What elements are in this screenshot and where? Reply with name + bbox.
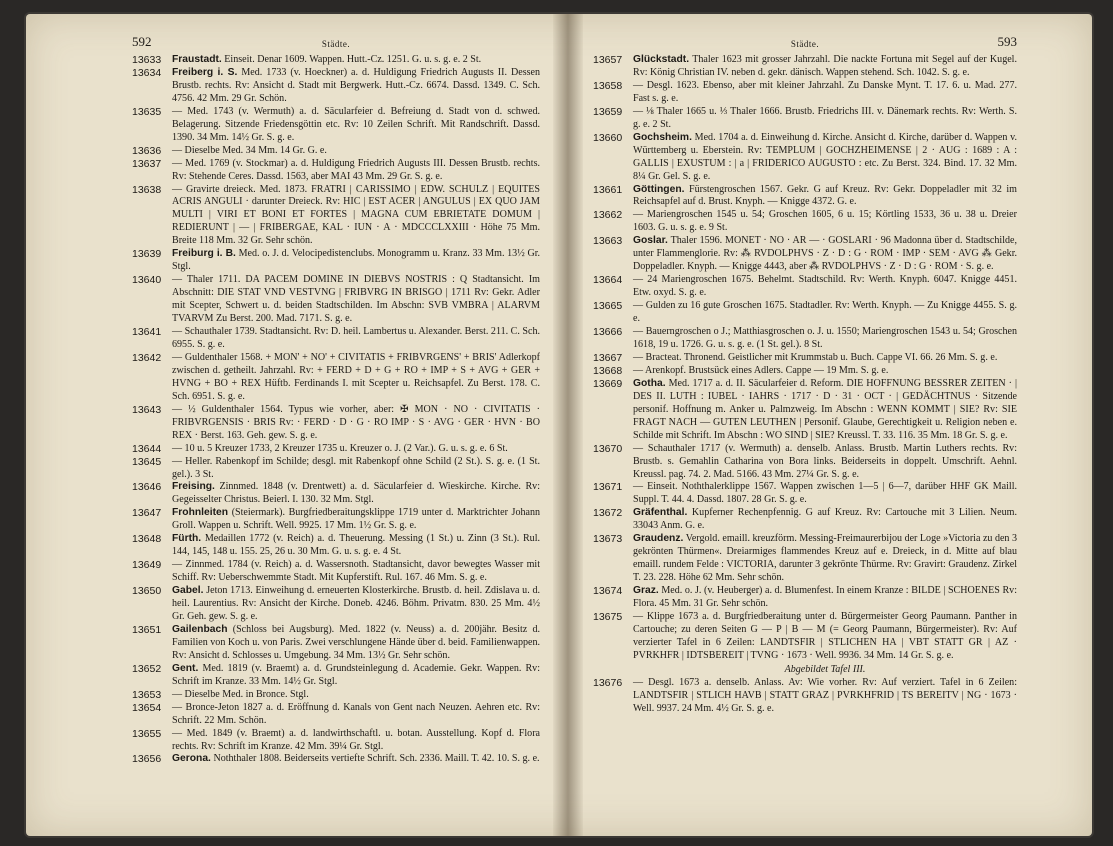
lot-number: 13636 [132, 144, 162, 157]
lot-number: 13669 [593, 377, 623, 390]
lot-number: 13657 [593, 54, 623, 66]
entry-description: Fürstengroschen 1567. Gekr. G auf Kreuz. Rv: Gekr. Doppeladler mit 32 im Reichsapfel auf d. Brust. Knyph. — Knigge 4372. G. e. [633, 183, 1017, 208]
catalogue-entry [132, 67, 540, 106]
entry-description: Medaillen 1772 (v. Reich) a. d. Theuerung. Messing (1 St.) u. Zinn (3 St.). Rul. 144, 145, 148 u. 155. 25, 26 u. 30 Mm. G. u. s. g. e. 4 St. [172, 533, 540, 558]
entry-description: — Klippe 1673 a. d. Burgfriedberaitung unter d. Bürgermeister Georg Paumann. Panther in Cartouche; zu deren Seiten G — P | B — M (= Georg Paumann, Bürgermeister). Rv: Auf verzierter Tafel in 6 Zeilen: LANDTSFIR | STLICHEN HA | VBT STATT GR | AZ · PVRKHFR | IDTSBEREIT | TVNG · 1673 · Well. 9936. 34 Mm. 14 Gr. S. g. e. [633, 610, 1017, 661]
catalogue-entry [593, 507, 1017, 533]
right-page-number: 593 [997, 34, 1017, 49]
catalogue-entry [132, 559, 540, 585]
entry-description: — Heller. Rabenkopf im Schilde; desgl. mit Rabenkopf ohne Schild (2 St.). S. g. e. (1 St. gel.). 3 St. [172, 455, 540, 480]
entry-description: — ⅛ Thaler 1665 u. ⅓ Thaler 1666. Brustb. Friedrichs III. v. Dänemark rechts. Rv: Werth. S. g. e. 2 St. [633, 105, 1017, 130]
entry-description: (Schloss bei Augsburg). Med. 1822 (v. Neuss) a. d. 200jähr. Besitz d. Familien von Koch u. von Paris. Zwei verschlungene Hände über d. beid. Familienwappen. Rv: Ansicht d. Schlosses u. Umgebung. 34 Mm. 13½ Gr. Sehr schön. [172, 623, 540, 661]
place-heading: Gailenbach [172, 623, 228, 635]
entry-description: — Med. 1769 (v. Stockmar) a. d. Huldigung Friedrich Augusts III. Dessen Brustb. rechts. Rv: Stehende Ceres. Dassd. 1563, aber MAI 43 Mm. 29 Gr. S. g. e. [172, 157, 540, 182]
book-gutter [553, 14, 583, 836]
place-heading: Göttingen. [633, 183, 685, 195]
lot-number: 13664 [593, 274, 623, 287]
place-heading: Frohnleiten [172, 507, 229, 519]
lot-number: 13638 [132, 183, 162, 196]
entry-description: Einseit. Denar 1609. Wappen. Hutt.-Cz. 1251. G. u. s. g. e. 2 St. [224, 54, 482, 65]
entry-description: — Zinnmed. 1784 (v. Reich) a. d. Wassersnoth. Stadtansicht, davor bewegtes Wasser mit Schiff. Rv: Ueberschwemmte Stadt. Mit Kupferstift. Rul. 167. 46 Mm. S. g. e. [172, 559, 540, 584]
entry-description: Med. 1733 (v. Hoeckner) a. d. Huldigung Friedrich Augusts II. Dessen Brustb. rechts. Rv: Ansicht d. Stadt mit Bergwerk. Hutt.-Cz. 6674. Dassd. 1349. C. Sch. 4756. 42 Mm. 29 Gr. Schön. [172, 66, 540, 104]
catalogue-entry [593, 209, 1017, 235]
lot-number: 13643 [132, 403, 162, 416]
entry-description: — Dieselbe Med. 34 Mm. 14 Gr. G. e. [172, 144, 327, 156]
entry-description: Noththaler 1808. Beiderseits vertiefte Schrift. Sch. 2336. Maill. T. 42. 10. S. g. e. [213, 753, 540, 765]
lot-number: 13671 [593, 481, 623, 494]
entry-description: — Gravirte dreieck. Med. 1873. FRATRI | CARISSIMO | EDW. SCHULZ | EQUITES ACRIS ANGULI · darunter Dreieck. Rv: HIC | EST ACER | ANGULUS | EX QUO JAM MULTI | VIRI ET BONI ET FORTES | MAGNA CUM EBRIETATE DOMUM | REDIERUNT | — | FRIBERGAE, KAL · IUN · A · MDCCCLXXIII · Höhe 75 Mm. Breite 118 Mm. 32 Gr. Sehr schön. [172, 183, 540, 247]
catalogue-entry [593, 443, 1017, 482]
catalogue-entry [132, 443, 540, 456]
catalogue-entry [593, 352, 1017, 365]
lot-number: 13661 [593, 183, 623, 196]
catalogue-entry [132, 507, 540, 533]
entry-description: Kupferner Rechenpfennig. G auf Kreuz. Rv: Cartouche mit 3 Lilien. Neum. 33043 Anm. G. e. [633, 507, 1017, 532]
catalogue-entry [593, 585, 1017, 611]
lot-number: 13640 [132, 274, 162, 287]
entry-description: — 10 u. 5 Kreuzer 1733, 2 Kreuzer 1735 u. Kreuzer o. J. (2 Var.). G. u. s. g. e. 6 St. [172, 442, 508, 454]
entry-description: — Dieselbe Med. in Bronce. Stgl. [172, 688, 309, 700]
lot-number: 13634 [132, 66, 162, 79]
lot-number: 13658 [593, 79, 623, 92]
entry-description: Jeton 1713. Einweihung d. erneuerten Klosterkirche. Brustb. d. heil. Zdislava u. d. heil. Laurentius. Rv: Ansicht der Kirche. Doneb. 4246. Böhm. Privatm. 830. 25 Mm. 4½ Gr. Geh. gew. S. g. e. [172, 585, 540, 622]
lot-number: 13651 [132, 623, 162, 636]
catalogue-entry [132, 274, 540, 326]
lot-number: 13642 [132, 351, 162, 364]
catalogue-entry [132, 456, 540, 482]
entry-description: Med. 1704 a. d. Einweihung d. Kirche. Ansicht d. Kirche, darüber d. Wappen v. Württemberg u. Eberstein. Rv: TEMPLUM | GOCHZHEIMENSE | 2 · AUG : 1689 : A : GALLIS | EXUSTUM : | a | FRIDERICO AUGUSTO : etc. Zu Berst. 324. Bind. 17. 32 Mm. 8¼ Gr. Gel. S. g. e. [633, 131, 1017, 182]
place-heading: Gerona. [172, 753, 211, 765]
catalogue-entry [132, 753, 540, 766]
lot-number: 13646 [132, 481, 162, 494]
place-heading: Goslar. [633, 235, 668, 247]
entry-description: — Schauthaler 1717 (v. Wermuth) a. denselb. Anlass. Brustb. Martin Luthers rechts. Rv: Brustb. s. Gemahlin Catharina von Bora links. Beiderseits in doppelt. Umschrift. Aehnl. Kreussl. pag. 74. 2. Mad. 5166. 43 Mm. 27¼ Gr. S. g. e. [633, 442, 1017, 480]
lot-number: 13647 [132, 507, 162, 520]
entry-description: — Bronce-Jeton 1827 a. d. Eröffnung d. Kanals von Gent nach Neuzen. Aehren etc. Rv: Schrift. 22 Mm. Schön. [172, 701, 540, 726]
lot-number: 13659 [593, 105, 623, 118]
catalogue-entry [132, 326, 540, 352]
catalogue-entry [132, 663, 540, 689]
catalogue-entry [132, 145, 540, 158]
entry-description: — Arenkopf. Brustsück eines Adlers. Cappe — 19 Mm. S. g. e. [633, 364, 889, 376]
catalogue-entry [132, 106, 540, 145]
entry-description: — Bauerngroschen o J.; Matthiasgroschen o. J. u. 1550; Mariengroschen 1543 u. 54; Groschen 1618, 19 u. 1726. G. u. s. g. e. (1 St. gel.). 8 St. [633, 326, 1017, 350]
place-heading: Gochsheim. [633, 131, 692, 143]
right-running-head [593, 34, 1017, 52]
lot-number: 13666 [593, 326, 623, 339]
catalogue-entry [593, 533, 1017, 585]
entry-description: — ½ Guldenthaler 1564. Typus wie vorher, aber: ✠ MON · NO · CIVITATIS · FRIBVRGENSIS · BRIS Rv: · FERD · D · G · RO IMP · S · AVG · GER · HVN · BO REX · Berst. 163. Geh. gew. S. g. e. [172, 403, 540, 441]
lot-number: 13674 [593, 585, 623, 598]
right-running-title: Städte. [790, 39, 820, 49]
place-heading: Freiberg i. S. [172, 66, 238, 78]
plate-caption: Abgebildet Tafel III. [784, 663, 866, 675]
lot-number: 13650 [132, 585, 162, 598]
lot-number: 13665 [593, 300, 623, 313]
catalogue-entry [132, 352, 540, 404]
catalogue-entry [593, 274, 1017, 300]
entry-description: Med. o. J. (v. Heuberger) a. d. Blumenfest. In einem Kranze : BILDE | SCHOENES Rv: Flora. 45 Mm. 31 Gr. Sehr schön. [633, 585, 1017, 610]
entry-description: (Steiermark). Burgfriedberaitungsklippe 1719 unter d. Marktrichter Johann Groll. Wappen u. Schrift. Well. 9925. 17 Mm. 1½ Gr. S. g. e. [172, 507, 540, 532]
catalogue-entry [132, 184, 540, 249]
entry-description: Vergold. emaill. kreuzförm. Messing-Freimaurerbijou der Loge »Victoria zu den 3 gekrönten Thürmen«. Dreiarmiges flammendes Kreuz auf e. Dreieck, in d. Mitte auf blau emaill. rundem Felde : VICTORIA, darunter 3 gekrönte Thürme. Rv: Gravirt: Graudenz. Zirkel T. 23. 228. Höhe 62 Mm. Sehr schön. [633, 533, 1017, 584]
left-page [132, 34, 540, 766]
lot-number: 13676 [593, 676, 623, 689]
catalogue-entry [132, 624, 540, 663]
lot-number: 13662 [593, 209, 623, 222]
lot-number: 13645 [132, 455, 162, 468]
lot-number: 13660 [593, 131, 623, 144]
right-page [593, 34, 1017, 716]
entry-description: — Desgl. 1623. Ebenso, aber mit kleiner Jahrzahl. Zu Danske Mynt. T. 17. 6. u. Mad. 277. Fast s. g. e. [633, 79, 1017, 104]
lot-number: 13649 [132, 559, 162, 572]
book-spread [26, 14, 1092, 836]
catalogue-entry [593, 184, 1017, 210]
entry-description: — Mariengroschen 1545 u. 54; Groschen 1605, 6 u. 15; Körtling 1533, 36 u. 38 u. Dreier 1603. G. u. s. g. e. 9 St. [633, 209, 1017, 234]
lot-number: 13673 [593, 533, 623, 546]
catalogue-entry [132, 702, 540, 728]
entry-description: Thaler 1623 mit grosser Jahrzahl. Die nackte Fortuna mit Segel auf der Kugel. Rv: König Christian IV. neben d. gekr. dänisch. Wappen stehend. Sch. 1042. S. g. e. [633, 54, 1017, 78]
catalogue-entry [593, 300, 1017, 326]
catalogue-entry [593, 80, 1017, 106]
lot-number: 13653 [132, 688, 162, 701]
place-heading: Graz. [633, 585, 659, 597]
place-heading: Graudenz. [633, 533, 684, 545]
left-page-number: 592 [132, 34, 152, 49]
lot-number: 13667 [593, 351, 623, 364]
lot-number: 13655 [132, 727, 162, 740]
lot-number: 13675 [593, 610, 623, 623]
catalogue-entry [132, 689, 540, 702]
place-heading: Gräfenthal. [633, 507, 688, 519]
catalogue-entry [593, 54, 1017, 80]
place-heading: Glückstadt. [633, 54, 690, 65]
lot-number: 13670 [593, 442, 623, 455]
entry-description: Zinnmed. 1848 (v. Drentwett) a. d. Säcularfeier d. Wieskirche. Kirche. Rv: Gegeisselter Christus. Beierl. I. 130. 32 Mm. Stgl. [172, 481, 540, 506]
catalogue-entry [593, 378, 1017, 443]
lot-number: 13644 [132, 442, 162, 455]
lot-number: 13672 [593, 507, 623, 520]
catalogue-entry [132, 54, 540, 67]
catalogue-entry [593, 106, 1017, 132]
lot-number: 13637 [132, 157, 162, 170]
entry-description: — Bracteat. Thronend. Geistlicher mit Krummstab u. Buch. Cappe VI. 66. 26 Mm. S. g. e. [633, 351, 998, 363]
entry-description: Thaler 1596. MONET · NO · AR — · GOSLARI · 96 Madonna über d. Stadtschilde, unter Flammenglorie. Rv: ⁂ RVDOLPHVS · Z · D : G · ROM · IMP · SEM · AVG ⁂ Gekr. Doppeladler. Knyph. — Knigge 4443, aber ⁂ RVDOLPHVS · Z · D : G · ROM · S. g. e. [633, 235, 1017, 273]
catalogue-entry [132, 158, 540, 184]
lot-number: 13633 [132, 54, 162, 66]
left-catalogue-entries [132, 54, 540, 766]
lot-number: 13663 [593, 235, 623, 248]
entry-description: — Desgl. 1673 a. denselb. Anlass. Av: Wie vorher. Rv: Auf verziert. Tafel in 6 Zeilen: LANDTSFIR | STLICH HAVB | STATT GRAZ | PVRKHFRID | TS BEREITV | NG · 1673 · Well. 9937. 24 Mm. 4½ Gr. S. g. e. [633, 676, 1017, 714]
entry-description: — 24 Mariengroschen 1675. Behelmt. Stadtschild. Rv: Werth. Knyph. 6047. Knigge 4451. Etw. oxyd. S. g. e. [633, 274, 1017, 299]
catalogue-entry [132, 728, 540, 754]
lot-number: 13641 [132, 326, 162, 339]
left-running-head [132, 34, 540, 52]
lot-number: 13668 [593, 364, 623, 377]
catalogue-entry [132, 404, 540, 443]
lot-number: 13654 [132, 701, 162, 714]
place-heading: Gabel. [172, 585, 204, 597]
entry-description: — Schauthaler 1739. Stadtansicht. Rv: D. heil. Lambertus u. Alexander. Berst. 211. C. Sch. 6955. S. g. e. [172, 326, 540, 350]
catalogue-entry [593, 611, 1017, 663]
place-heading: Freiburg i. B. [172, 248, 236, 260]
right-catalogue-entries [593, 54, 1017, 716]
catalogue-entry [132, 481, 540, 507]
place-heading: Gotha. [633, 377, 666, 389]
lot-number: 13635 [132, 105, 162, 118]
lot-number: 13648 [132, 533, 162, 546]
entry-description: Med. 1819 (v. Braemt) a. d. Grundsteinlegung d. Academie. Gekr. Wappen. Rv: Schrift im Kranze. 33 Mm. 14½ Gr. Stgl. [172, 662, 540, 687]
entry-description: Med. o. J. d. Velocipedistenclubs. Monogramm u. Kranz. 33 Mm. 13½ Gr. Stgl. [172, 248, 540, 273]
entry-description: Med. 1717 a. d. II. Säcularfeier d. Reform. DIE HOFFNUNG BESSRER ZEITEN · | DES II. LUTH : IUBEL · IAHRS · 1717 · D · 31 · OCT · | GEDÄCHTNUS · Sitzende personif. Hoffnung m. Anker u. Palmzweig. Im Abschn : WENN KOMMT | SIE? Rv: SIE FRAGT NACH — GUTEN LEUTHEN | Personif. Glaube, Gerechtigkeit u. Religion neben e. Schilde mit Schrift. Im Abschn : WO SIND | SIE? Kreussl. T. 33. 116. 35 Mm. 18 Gr. S. g. e. [633, 377, 1017, 441]
lot-number: 13639 [132, 248, 162, 261]
catalogue-entry [593, 365, 1017, 378]
catalogue-entry [132, 248, 540, 274]
entry-description: — Guldenthaler 1568. + MON' + NO' + CIVITATIS + FRIBVRGENS' + BRIS' Adlerkopf zwischen d. getheilt. Jahrzahl. Rv: + FERD + D + G + RO + IMP + S + AVG + GER + HVNG + BO + REX Hüftb. Ferdinands I. mit Scepter u. Reichsapfel. Zu Berst. 178. C. Sch. 6951. S. g. e. [172, 351, 540, 402]
catalogue-entry [593, 481, 1017, 507]
entry-description: — Thaler 1711. DA PACEM DOMINE IN DIEBVS NOSTRIS : Q Stadtansicht. Im Abschnitt: DIE STAT VND VESTVNG | FRIBVRG IN BRISGO | 1711 Rv: Gekr. Adler mit Scepter, Schwert u. d. beiden Stadtschilden. Im Abschn: SVB VMBRA | ALARVM TVARVM Zu Berst. 200. Mad. 7171. S. g. e. [172, 274, 540, 325]
catalogue-entry [593, 326, 1017, 352]
place-heading: Freising. [172, 481, 215, 493]
entry-description: — Einseit. Noththalerklippe 1567. Wappen zwischen 1—5 | 6—7, darüber HHF GK Maill. Suppl. T. 44. 4. Dassd. 1807. 28 Gr. S. g. e. [633, 481, 1017, 506]
lot-number: 13656 [132, 753, 162, 766]
lot-number: 13652 [132, 662, 162, 675]
place-heading: Gent. [172, 662, 199, 674]
place-heading: Fürth. [172, 533, 202, 545]
catalogue-entry [593, 677, 1017, 716]
entry-description: — Gulden zu 16 gute Groschen 1675. Stadtadler. Rv: Werth. Knyph. — Zu Knigge 4455. S. g. e. [633, 300, 1017, 325]
place-heading: Fraustadt. [172, 54, 222, 65]
catalogue-entry [593, 235, 1017, 274]
left-running-title: Städte. [321, 39, 351, 49]
catalogue-entry [593, 132, 1017, 184]
catalogue-entry [132, 533, 540, 559]
entry-description: — Med. 1849 (v. Braemt) a. d. landwirthschaftl. u. botan. Ausstellung. Kopf d. Flora rechts. Rv: Schrift im Kranze. 42 Mm. 39¼ Gr. Stgl. [172, 727, 540, 752]
catalogue-entry [132, 585, 540, 624]
entry-description: — Med. 1743 (v. Wermuth) a. d. Säcularfeier d. Befreiung d. Stadt von d. schwed. Belagerung. Sitzende Friedensgöttin etc. Rv: 10 Zeilen Schrift. Mit Randschrift. Dassd. 1390. 34 Mm. 14½ Gr. S. g. e. [172, 105, 540, 143]
